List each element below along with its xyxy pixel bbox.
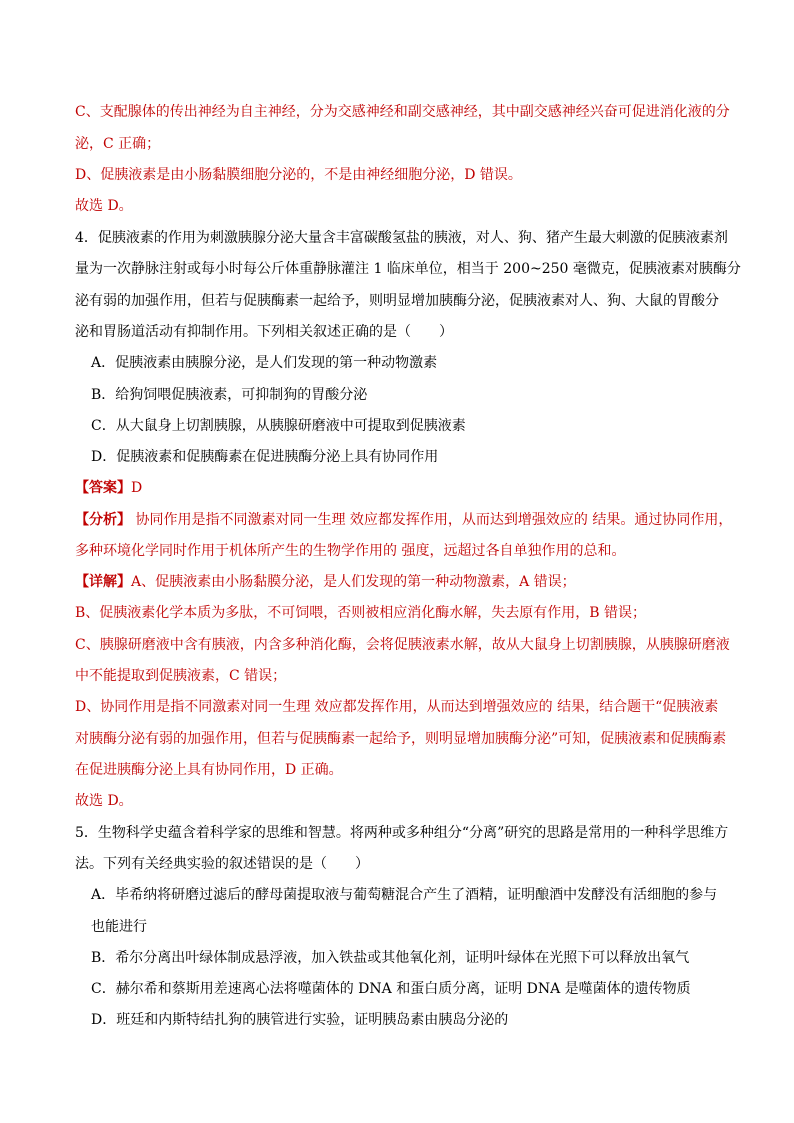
explanation-text: A、促胰液素由小肠黏膜分泌，是人们发现的第一种动物激素，A 错误； [131, 574, 576, 590]
answer-tag: 【答案】 [75, 480, 131, 496]
text-line: D、促胰液素是由小肠黏膜细胞分泌的，不是由神经细胞分泌，D 错误。 [75, 167, 522, 183]
text-line: 对胰酶分泌有弱的加强作用，但若与促胰酶素一起给予，则明显增加胰酶分泌”可知，促胰液素和促胰酶素 [75, 731, 727, 747]
analysis-line [75, 510, 732, 530]
text-line: 故选 D。 [75, 793, 133, 809]
text-line: C、支配腺体的传出神经为自主神经，分为交感神经和副交感神经，其中副交感神经兴奋可促进消化液的分 [75, 104, 730, 120]
answer-line [75, 478, 142, 498]
question-4-stem: 量为一次静脉注射或每小时每公斤体重静脉灌注 1 临床单位，相当于 200~250 毫微克，促胰液素对胰酶分 [75, 261, 741, 277]
option-a-cont: 也能进行 [91, 919, 147, 935]
text-line: 多种环境化学同时作用于机体所产生的生物学作用的 强度，远超过各自单独作用的总和。 [75, 543, 626, 559]
text-line: 泌，C 正确； [75, 136, 161, 152]
option-b: B．给狗饲喂促胰液素，可抑制狗的胃酸分泌 [91, 387, 368, 403]
explanation-tag: 【详解】 [75, 574, 131, 590]
text-line: 中不能提取到促胰液素，C 错误； [75, 668, 287, 684]
option-d: D．班廷和内斯特结扎狗的胰管进行实验，证明胰岛素由胰岛分泌的 [91, 1012, 509, 1028]
explanation-line [75, 572, 576, 592]
text-line: 在促进胰酶分泌上具有协同作用，D 正确。 [75, 762, 343, 778]
option-a: A．毕希纳将研磨过滤后的酵母菌提取液与葡萄糖混合产生了酒精，证明酿酒中发酵没有活细胞的参与 [91, 887, 718, 903]
question-4-stem: 4．促胰液素的作用为刺激胰腺分泌大量含丰富碳酸氢盐的胰液，对人、狗、猪产生最大刺激的促胰液素剂 [75, 230, 728, 246]
text-line: D、协同作用是指不同激素对同一生理 效应都发挥作用，从而达到增强效应的 结果，结合题干“促胰液素 [75, 699, 719, 715]
analysis-tag: 【分析】 [75, 512, 131, 528]
option-c: C．赫尔希和蔡斯用差速离心法将噬菌体的 DNA 和蛋白质分离，证明 DNA 是噬菌体的遗传物质 [91, 981, 691, 997]
answer-value: D [131, 480, 143, 496]
analysis-text: 协同作用是指不同激素对同一生理 效应都发挥作用，从而达到增强效应的 结果。通过协同作用， [131, 512, 733, 528]
question-4-stem: 泌和胃肠道活动有抑制作用。下列相关叙述正确的是（ ） [75, 324, 453, 340]
text-line: C、胰腺研磨液中含有胰液，内含多种消化酶，会将促胰液素水解，故从大鼠身上切割胰腺，从胰腺研磨液 [75, 637, 730, 653]
question-5-stem: 法。下列有关经典实验的叙述错误的是（ ） [75, 856, 369, 872]
text-line: B、促胰液素化学本质为多肽，不可饲喂，否则被相应消化酶水解，失去原有作用，B 错误； [75, 605, 647, 621]
option-d: D．促胰液素和促胰酶素在促进胰酶分泌上具有协同作用 [91, 449, 439, 465]
option-a: A．促胰液素由胰腺分泌，是人们发现的第一种动物激素 [91, 355, 438, 371]
question-4-stem: 泌有弱的加强作用，但若与促胰酶素一起给予，则明显增加胰酶分泌，促胰液素对人、狗、大鼠的胃酸分 [75, 293, 719, 309]
option-c: C．从大鼠身上切割胰腺，从胰腺研磨液中可提取到促胰液素 [91, 418, 466, 434]
question-5-stem: 5．生物科学史蕴含着科学家的思维和智慧。将两种或多种组分“分离”研究的思路是常用的一种科学思维方 [75, 825, 729, 841]
option-b: B．希尔分离出叶绿体制成悬浮液，加入铁盐或其他氧化剂，证明叶绿体在光照下可以释放出氧气 [91, 950, 690, 966]
text-line: 故选 D。 [75, 198, 133, 214]
